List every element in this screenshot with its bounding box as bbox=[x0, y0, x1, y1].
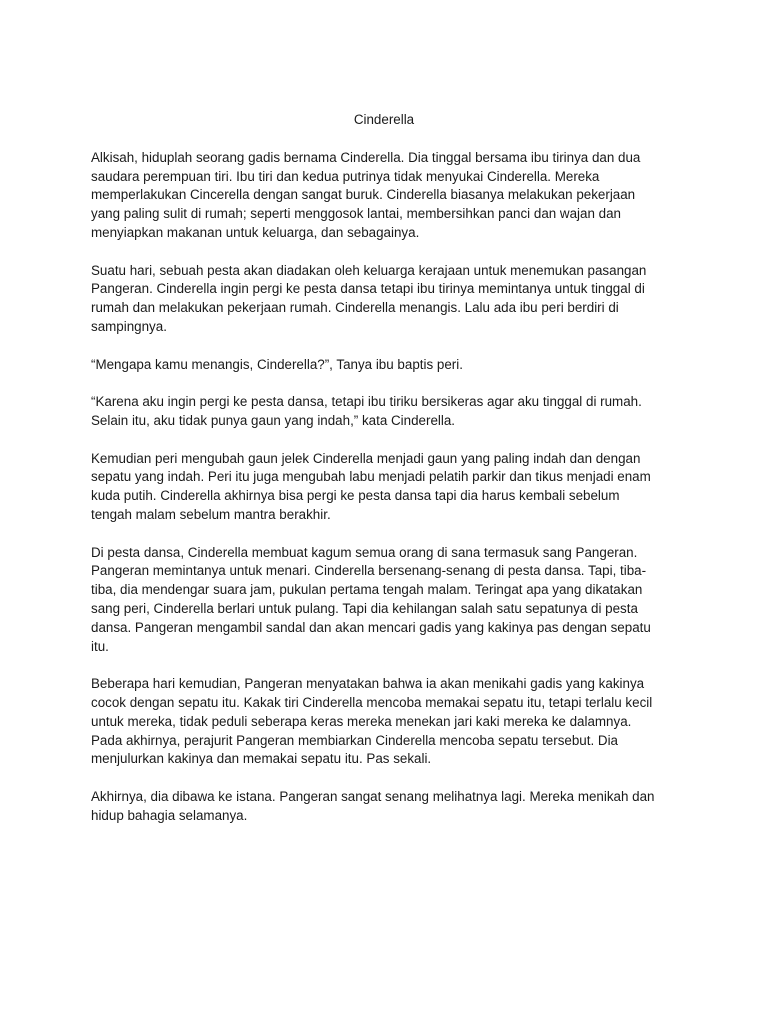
paragraph-1: Alkisah, hiduplah seorang gadis bernama Cinderella. Dia tinggal bersama ibu tirinya dan dua saudara perempuan tiri. Ibu tiri dan kedua putrinya tidak menyukai Cinderella. Mereka memperlakukan Cincerella dengan sangat buruk. Cinderella biasanya melakukan pekerjaan yang paling sulit di rumah; seperti menggosok lantai, membersihkan panci dan wajan dan menyiapkan makanan untuk keluarga, dan sebagainya. bbox=[91, 149, 641, 240]
paragraph-7: Beberapa hari kemudian, Pangeran menyatakan bahwa ia akan menikahi gadis yang kakinya cocok dengan sepatu itu. Kakak tiri Cinderella mencoba memakai sepatu itu, tetapi terlalu kecil untuk mereka, tidak peduli seberapa keras mereka menekan jari kaki mereka ke dalamnya. Pada akhirnya, perajurit Pangeran membiarkan Cinderella mencoba sepatu tersebut. Dia menjulurkan kakinya dan memakai sepatu itu. Pas sekali. bbox=[91, 676, 653, 767]
paragraph-6: Di pesta dansa, Cinderella membuat kagum semua orang di sana termasuk sang Pangeran. Pangeran memintanya untuk menari. Cinderella bersenang-senang di pesta dansa. Tapi, tiba- tiba, dia mendengar suara jam, pukulan pertama tengah malam. Teringat apa yang dikatakan sang peri, Cinderella berlari untuk pulang. Tapi dia kehilangan salah satu sepatunya di pesta dansa. Pangeran mengambil sandal dan akan mencari gadis yang kakinya pas dengan sepatu itu. bbox=[91, 544, 651, 654]
document-title: Cinderella bbox=[353, 112, 415, 127]
paragraph-3: “Mengapa kamu menangis, Cinderella?”, Tanya ibu baptis peri. bbox=[91, 356, 463, 372]
paragraph-2: Suatu hari, sebuah pesta akan diadakan oleh keluarga kerajaan untuk menemukan pasangan Pangeran. Cinderella ingin pergi ke pesta dansa tetapi ibu tirinya memintanya untuk tinggal di rumah dan melakukan pekerjaan rumah. Cinderella menangis. Lalu ada ibu peri berdiri di sampingnya. bbox=[91, 262, 647, 334]
document-body bbox=[91, 111, 691, 844]
paragraph-8: Akhirnya, dia dibawa ke istana. Pangeran sangat senang melihatnya lagi. Mereka menikah dan hidup bahagia selamanya. bbox=[91, 788, 655, 823]
paragraph-5: Kemudian peri mengubah gaun jelek Cinderella menjadi gaun yang paling indah dan dengan sepatu yang indah. Peri itu juga mengubah labu menjadi pelatih parkir dan tikus menjadi enam kuda putih. Cinderella akhirnya bisa pergi ke pesta dansa tapi dia harus kembali sebelum tengah malam sebelum mantra berakhir. bbox=[91, 450, 651, 522]
paragraph-4: “Karena aku ingin pergi ke pesta dansa, tetapi ibu tiriku bersikeras agar aku tinggal di rumah. Selain itu, aku tidak punya gaun yang indah,” kata Cinderella. bbox=[91, 394, 642, 428]
